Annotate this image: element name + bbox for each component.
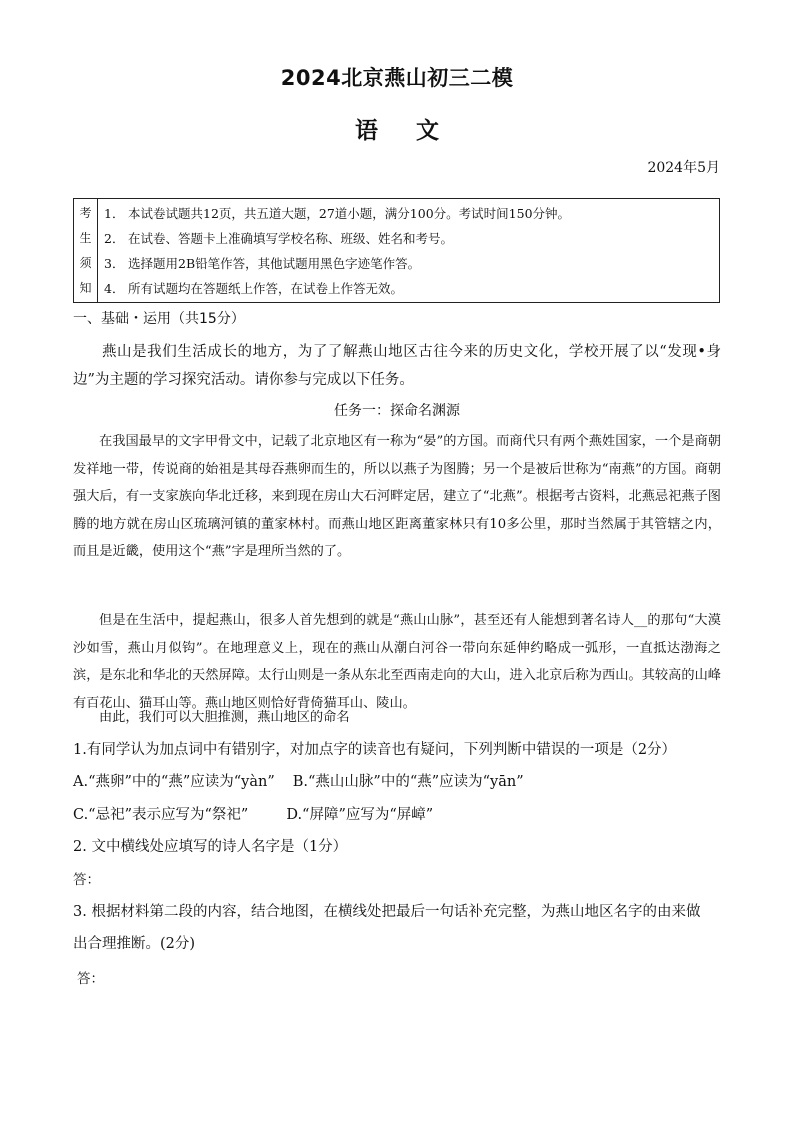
notice-label-column — [74, 199, 98, 302]
option-a: A.“燕卵”中的“燕”应读为“yàn” — [73, 774, 275, 790]
material-paragraph-3: 由此，我们可以大胆推测，燕山地区的命名 — [99, 710, 350, 725]
notice-item-number: 4． — [104, 281, 125, 297]
question-3: 3. 根据材料第二段的内容，结合地图，在横线处把最后一句话补充完整，为燕山地区名字的由来做 — [73, 904, 701, 920]
notice-item — [98, 229, 719, 247]
notice-item-text: 在试卷、答题卡上准确填写学校名称、班级、姓名和考号。 — [128, 230, 454, 246]
notice-item-text: 选择题用2B铅笔作答，其他试题用黑色字迹笔作答。 — [128, 256, 421, 272]
option-c: C.“忌祀”表示应写为“祭祀” — [73, 807, 249, 823]
notice-item-number: 1． — [104, 205, 125, 221]
notice-items — [98, 199, 719, 302]
section-heading: 一、基础・运用（共15分） — [73, 311, 245, 327]
notice-label-char: 生 — [79, 231, 92, 246]
activity-intro: 燕山是我们生活成长的地方，为了了解燕山地区古往今来的历史文化，学校开展了以“发现•身边”为主题的学习探究活动。请你参与完成以下任务。 — [73, 344, 721, 388]
notice-item-number: 2． — [104, 230, 125, 246]
candidate-notice-box — [73, 198, 720, 303]
question-1-options-ab — [73, 770, 524, 791]
notice-label-char: 考 — [79, 206, 92, 221]
material-paragraph-2: 但是在生活中，提起燕山，很多人首先想到的就是“燕山山脉”，甚至还有人能想到著名诗人__的那句“大漠沙如雪，燕山月似钩”。在地理意义上，现在的燕山从潮白河谷一带向东延伸约略成一弧形，一直抵达渤海之滨，是东北和华北的天然屏障。太行山则是一条从东北至西南走向的大山，进入北京后称为西山。其较高的山峰有百花山、猫耳山等。燕山地区则恰好背倚猫耳山、陵山。 — [73, 613, 721, 711]
notice-item — [98, 204, 719, 222]
answer-label-3: 答： — [77, 971, 104, 987]
subject-title: 语文 — [355, 118, 477, 144]
notice-label-char: 知 — [79, 280, 92, 295]
question-1: 1.有同学认为加点词中有错别字，对加点字的读音也有疑问，下列判断中错误的一项是（2分） — [73, 742, 677, 758]
question-2: 2. 文中横线处应填写的诗人名字是（1分） — [73, 839, 348, 855]
exam-date: 2024年5月 — [647, 160, 720, 176]
material-paragraph-1: 在我国最早的文字甲骨文中，记载了北京地区有一称为“晏”的方国。而商代只有两个燕姓国家，一个是商朝发祥地一带，传说商的始祖是其母吞燕卵而生的，所以以燕子为图腾；另一个是被后世称为“南燕”的方国。商朝强大后，有一支家族向华北迁移，来到现在房山大石河畔定居，建立了“北燕”。根据考古资料，北燕忌祀燕子图腾的地方就在房山区琉璃河镇的董家林村。而燕山地区距离董家林只有10多公里，那时当然属于其管辖之内，而且是近畿，使用这个“燕”字是理所当然的了。 — [73, 434, 721, 559]
option-b: B.“燕山山脉”中的“燕”应读为“yān” — [292, 774, 524, 790]
notice-item — [98, 279, 719, 297]
question-1-options-cd — [73, 803, 433, 824]
answer-label-2: 答： — [73, 872, 100, 888]
task-title: 任务一：探命名渊源 — [334, 403, 460, 419]
notice-item-number: 3． — [104, 256, 125, 272]
exam-title: 2024北京燕山初三二模 — [280, 66, 514, 90]
notice-item-text: 本试卷试题共12页，共五道大题，27道小题，满分100分。考试时间150分钟。 — [128, 205, 571, 221]
notice-label-char: 须 — [79, 255, 92, 270]
option-d: D.“屏障”应写为“屏嶂” — [286, 807, 434, 823]
notice-item-text: 所有试题均在答题纸上作答，在试卷上作答无效。 — [128, 281, 404, 297]
question-3-continued: 出合理推断。(2分) — [73, 936, 196, 952]
notice-item — [98, 254, 719, 272]
